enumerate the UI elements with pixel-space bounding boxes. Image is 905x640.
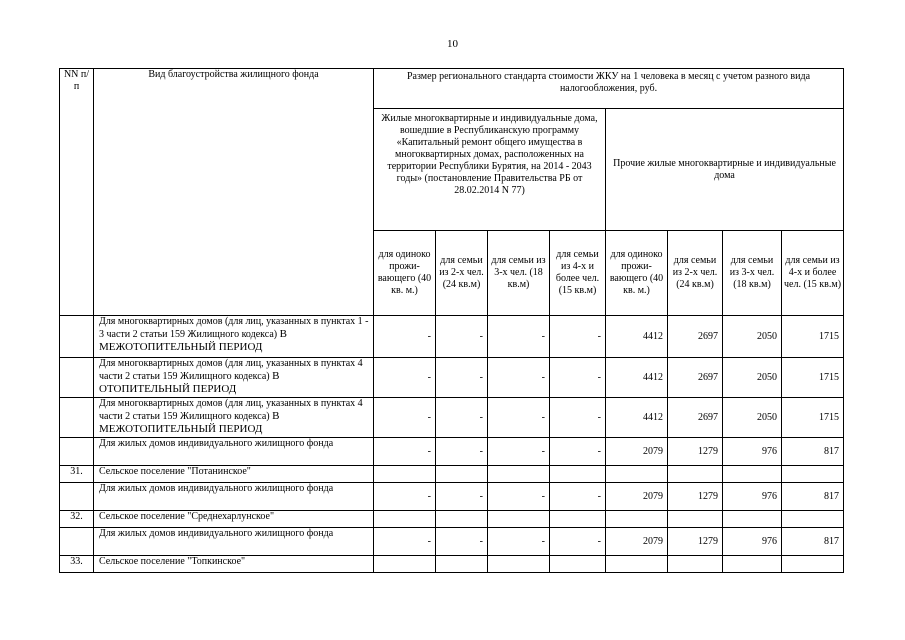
- value-cell: [782, 511, 844, 528]
- value-cell: 1715: [782, 316, 844, 358]
- value-cell: [550, 466, 606, 483]
- value-cell: 976: [723, 438, 782, 466]
- table-row: [60, 466, 844, 483]
- header-size: Размер регионального стандарта стоимости ЖКУ на 1 человека в месяц с учетом разного вида налогообложения, руб.: [374, 69, 844, 109]
- value-cell: 2050: [723, 316, 782, 358]
- value-cell: 1279: [668, 438, 723, 466]
- value-cell: 1715: [782, 398, 844, 438]
- value-cell: -: [488, 438, 550, 466]
- row-period-text: В МЕЖОТОПИТЕЛЬНЫЙ ПЕРИОД: [99, 328, 287, 353]
- value-cell: -: [374, 358, 436, 398]
- value-cell: [374, 511, 436, 528]
- value-cell: -: [488, 316, 550, 358]
- value-cell: 2697: [668, 398, 723, 438]
- value-cell: -: [436, 358, 488, 398]
- row-period-text: В МЕЖОТОПИТЕЛЬНЫЙ ПЕРИОД: [99, 410, 280, 435]
- value-cell: [488, 466, 550, 483]
- value-cell: [723, 466, 782, 483]
- row-label: [94, 483, 374, 511]
- value-cell: [488, 556, 550, 573]
- row-number: 33.: [60, 556, 94, 573]
- table-row: [60, 528, 844, 556]
- value-cell: -: [374, 528, 436, 556]
- value-cell: 4412: [606, 358, 668, 398]
- value-cell: -: [550, 438, 606, 466]
- value-cell: [723, 556, 782, 573]
- value-cell: [374, 556, 436, 573]
- value-cell: [436, 511, 488, 528]
- value-cell: 817: [782, 483, 844, 511]
- subheader-program-2: для семьи из 3-х чел. (18 кв.м): [488, 231, 550, 316]
- row-label-text: Сельское поселение "Топкинское": [99, 556, 246, 567]
- value-cell: -: [374, 483, 436, 511]
- value-cell: [606, 556, 668, 573]
- value-cell: 2050: [723, 358, 782, 398]
- subheader-other-3: для семьи из 4-х и более чел. (15 кв.м): [782, 231, 844, 316]
- value-cell: 2697: [668, 358, 723, 398]
- value-cell: -: [436, 316, 488, 358]
- value-cell: [436, 556, 488, 573]
- value-cell: -: [550, 483, 606, 511]
- value-cell: -: [488, 528, 550, 556]
- value-cell: -: [374, 438, 436, 466]
- subheader-other-0: для одиноко прожи- вающего (40 кв. м.): [606, 231, 668, 316]
- row-label: [94, 528, 374, 556]
- subheader-program-1: для семьи из 2-х чел. (24 кв.м): [436, 231, 488, 316]
- value-cell: [668, 556, 723, 573]
- value-cell: 1715: [782, 358, 844, 398]
- header-nn: NN п/п: [60, 69, 94, 316]
- value-cell: 2079: [606, 483, 668, 511]
- subheader-program-3: для семьи из 4-х и более чел. (15 кв.м): [550, 231, 606, 316]
- value-cell: [374, 466, 436, 483]
- table-row: [60, 556, 844, 573]
- value-cell: 2079: [606, 528, 668, 556]
- row-period-text: В ОТОПИТЕЛЬНЫЙ ПЕРИОД: [99, 370, 280, 395]
- row-number: 32.: [60, 511, 94, 528]
- row-label: [94, 358, 374, 398]
- value-cell: [606, 511, 668, 528]
- row-number: [60, 398, 94, 438]
- subheader-other-1: для семьи из 2-х чел. (24 кв.м): [668, 231, 723, 316]
- table-row: [60, 511, 844, 528]
- header-group-other: Прочие жилые многоквартирные и индивидуальные дома: [606, 109, 844, 231]
- row-label: [94, 466, 374, 483]
- header-type: Вид благоустройства жилищного фонда: [94, 69, 374, 316]
- value-cell: -: [488, 398, 550, 438]
- value-cell: -: [374, 316, 436, 358]
- row-label-text: Для многоквартирных домов (для лиц, указанных в пунктах 4 части 2 статьи 159 Жилищного кодекса): [99, 358, 363, 382]
- header-group-program: Жилые многоквартирные и индивидуальные дома, вошедшие в Республиканскую программу «Капитальный ремонт общего имущества в многоквартирных домах, расположенных на территории Республики Бурятия, на 2014 - 2043 годы» (постановление Правительства РБ от 28.02.2014 N 77): [374, 109, 606, 231]
- value-cell: [550, 556, 606, 573]
- value-cell: -: [550, 528, 606, 556]
- value-cell: [436, 466, 488, 483]
- tariff-table: [59, 68, 844, 573]
- value-cell: 817: [782, 528, 844, 556]
- row-number: [60, 358, 94, 398]
- row-label: [94, 556, 374, 573]
- row-label: [94, 511, 374, 528]
- value-cell: -: [436, 483, 488, 511]
- row-number: [60, 528, 94, 556]
- value-cell: 2079: [606, 438, 668, 466]
- table-row: [60, 438, 844, 466]
- row-number: [60, 438, 94, 466]
- value-cell: -: [550, 316, 606, 358]
- value-cell: -: [436, 438, 488, 466]
- value-cell: -: [550, 358, 606, 398]
- value-cell: [668, 511, 723, 528]
- value-cell: [668, 466, 723, 483]
- value-cell: [782, 556, 844, 573]
- row-number: 31.: [60, 466, 94, 483]
- row-label-text: Для жилых домов индивидуального жилищного фонда: [99, 483, 334, 494]
- value-cell: -: [436, 528, 488, 556]
- value-cell: -: [436, 398, 488, 438]
- row-number: [60, 316, 94, 358]
- subheader-other-2: для семьи из 3-х чел. (18 кв.м): [723, 231, 782, 316]
- value-cell: 1279: [668, 528, 723, 556]
- row-label: [94, 316, 374, 358]
- row-number: [60, 483, 94, 511]
- value-cell: 4412: [606, 398, 668, 438]
- subheader-program-0: для одиноко прожи- вающего (40 кв. м.): [374, 231, 436, 316]
- row-label-text: Для многоквартирных домов (для лиц, указанных в пунктах 1 - 3 части 2 статьи 159 Жилищного кодекса): [99, 316, 369, 340]
- value-cell: 817: [782, 438, 844, 466]
- value-cell: 2050: [723, 398, 782, 438]
- value-cell: [606, 466, 668, 483]
- page-number: 10: [447, 38, 458, 50]
- value-cell: [723, 511, 782, 528]
- value-cell: [488, 511, 550, 528]
- value-cell: 4412: [606, 316, 668, 358]
- value-cell: 976: [723, 528, 782, 556]
- row-label-text: Для жилых домов индивидуального жилищного фонда: [99, 438, 334, 449]
- value-cell: 2697: [668, 316, 723, 358]
- value-cell: 1279: [668, 483, 723, 511]
- value-cell: [550, 511, 606, 528]
- row-label-text: Сельское поселение "Среднехарлунское": [99, 511, 275, 522]
- row-label-text: Для жилых домов индивидуального жилищного фонда: [99, 528, 334, 539]
- row-label-text: Для многоквартирных домов (для лиц, указанных в пунктах 4 части 2 статьи 159 Жилищного кодекса): [99, 398, 363, 422]
- table-row: [60, 483, 844, 511]
- row-label-text: Сельское поселение "Потанинское": [99, 466, 251, 477]
- value-cell: [782, 466, 844, 483]
- row-label: [94, 438, 374, 466]
- table-row: [60, 358, 844, 398]
- table-row: [60, 398, 844, 438]
- table-row: [60, 316, 844, 358]
- value-cell: -: [488, 358, 550, 398]
- value-cell: -: [550, 398, 606, 438]
- value-cell: -: [488, 483, 550, 511]
- row-label: [94, 398, 374, 438]
- value-cell: 976: [723, 483, 782, 511]
- value-cell: -: [374, 398, 436, 438]
